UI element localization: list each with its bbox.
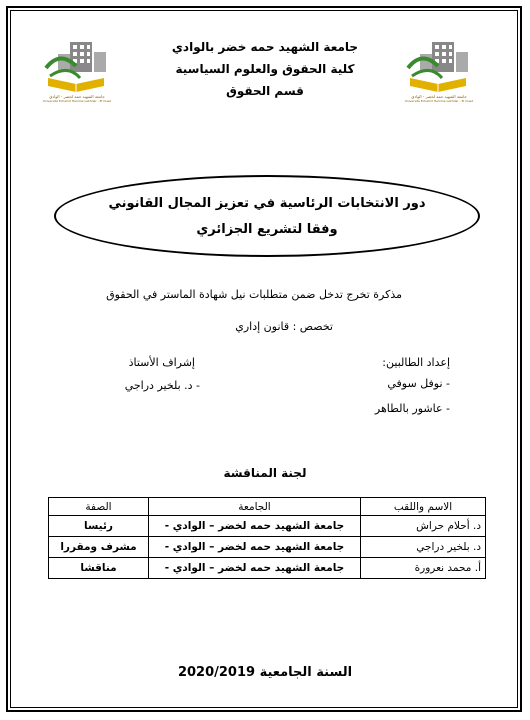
member-role: رئيسا xyxy=(49,516,149,537)
member-name: أ. محمد نعرورة xyxy=(361,558,486,579)
thesis-title-line2: وفقا لتشريع الجزائري xyxy=(196,222,338,237)
institution-header xyxy=(150,36,380,102)
logo-right-caption: جامعة الشهيد حمه لخضر - الوادي xyxy=(411,94,467,99)
university-logo-right xyxy=(402,38,476,102)
student-name-1: - نوفل سوفي xyxy=(387,377,450,390)
thesis-title-box xyxy=(54,175,480,257)
logo-left-caption: جامعة الشهيد حمه لخضر - الوادي xyxy=(49,94,105,99)
logo-left-caption-fr: Université Echahid Hamma Lakhdar - El Oued xyxy=(42,99,112,102)
faculty-name: كلية الحقوق والعلوم السياسية xyxy=(175,62,355,76)
student-name-2: - عاشور بالطاهر xyxy=(374,402,450,415)
university-name: جامعة الشهيد حمه خضر بالوادي xyxy=(171,40,359,54)
committee-title: لجنة المناقشة xyxy=(223,466,307,480)
committee-table-header xyxy=(49,498,486,516)
department-name: قسم الحقوق xyxy=(226,84,304,98)
committee-table xyxy=(48,497,486,579)
specialty: تخصص : قانون إداري xyxy=(235,320,333,333)
member-university: جامعة الشهيد حمه لخضر – الوادي - xyxy=(149,537,361,558)
header-role: الصفة xyxy=(49,498,149,516)
logo-right-caption-fr: Université Echahid Hamma Lakhdar - El Oued xyxy=(404,99,474,102)
supervisor-name: - د. بلخير دراجي xyxy=(124,379,200,392)
table-row xyxy=(49,537,486,558)
supervisor-label: إشراف الأستاذ xyxy=(128,356,195,369)
header-university: الجامعة xyxy=(149,498,361,516)
member-role: مشرف ومقررا xyxy=(49,537,149,558)
member-university: جامعة الشهيد حمه لخضر – الوادي - xyxy=(149,516,361,537)
thesis-title-line1: دور الانتخابات الرئاسية في تعزيز المجال القانوني xyxy=(108,196,426,211)
students-label: إعداد الطالبين: xyxy=(382,356,450,369)
header-name: الاسم واللقب xyxy=(361,498,486,516)
member-name: د. أحلام حراش xyxy=(361,516,486,537)
member-role: مناقشا xyxy=(49,558,149,579)
member-university: جامعة الشهيد حمه لخضر – الوادي - xyxy=(149,558,361,579)
member-name: د. بلخير دراجي xyxy=(361,537,486,558)
university-logo-left xyxy=(40,38,114,102)
table-row xyxy=(49,558,486,579)
table-row xyxy=(49,516,486,537)
thesis-subtitle: مذكرة تخرج تدخل ضمن متطلبات نيل شهادة الماستر في الحقوق xyxy=(106,288,402,301)
academic-year: السنة الجامعية 2020/2019 xyxy=(177,665,353,680)
